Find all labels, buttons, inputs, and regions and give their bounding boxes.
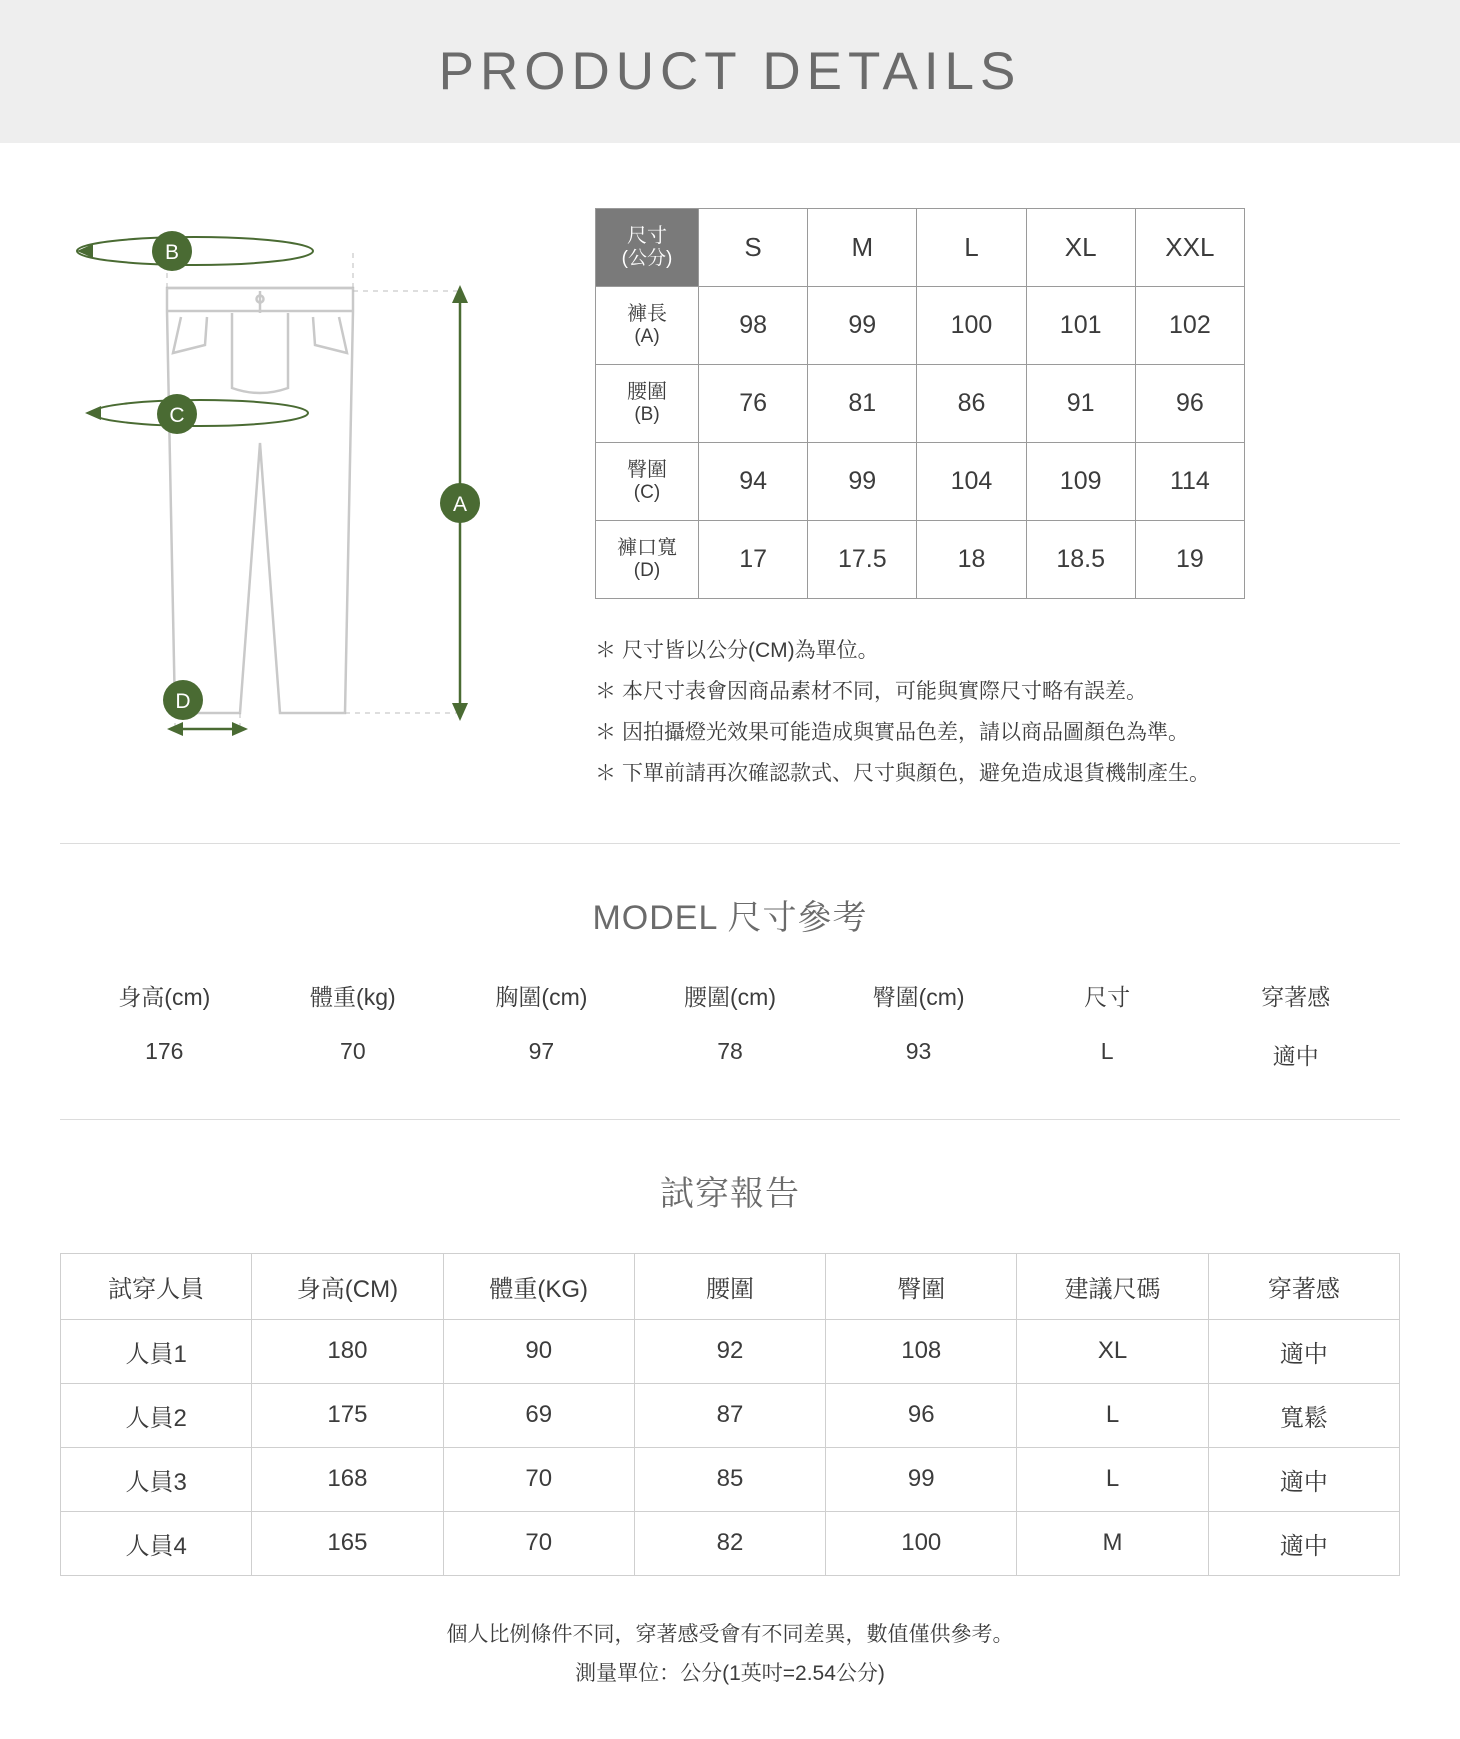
corner-label-unit-line2: (公分) xyxy=(621,248,673,270)
model-header: 胸圍(cm) xyxy=(495,983,588,1010)
trial-header: 體重(KG) xyxy=(443,1253,634,1319)
row-label: 臀圍 xyxy=(627,459,667,482)
model-value: 適中 xyxy=(1272,1042,1319,1069)
model-value: 70 xyxy=(340,1037,366,1064)
table-row xyxy=(61,1319,1400,1383)
table-row xyxy=(596,521,1245,599)
row-code: (D) xyxy=(633,560,661,582)
table-row xyxy=(61,1511,1400,1575)
cell: 94 xyxy=(699,443,808,521)
model-value: L xyxy=(1100,1037,1114,1064)
cell: 18.5 xyxy=(1026,521,1135,599)
cell: XL xyxy=(1017,1319,1208,1383)
row-code: (A) xyxy=(634,326,660,348)
row-code: (B) xyxy=(634,404,660,426)
asterisk-icon: ＊ xyxy=(595,679,616,703)
note-item: ＊ 本尺寸表會因商品素材不同，可能與實際尺寸略有誤差。 xyxy=(595,679,1147,703)
cell: 108 xyxy=(826,1319,1017,1383)
table-row xyxy=(61,1383,1400,1447)
size-col-xl: XL xyxy=(1026,209,1135,287)
cell: 人員4 xyxy=(61,1511,252,1575)
size-notes xyxy=(595,631,1405,795)
cell: 101 xyxy=(1026,287,1135,365)
size-row-header-c xyxy=(596,443,699,521)
model-header: 身高(cm) xyxy=(118,983,211,1010)
table-row xyxy=(596,287,1245,365)
cell: 適中 xyxy=(1208,1319,1399,1383)
trial-header: 臀圍 xyxy=(826,1253,1017,1319)
asterisk-icon: ＊ xyxy=(595,639,616,662)
trial-section-title: 試穿報告 xyxy=(660,1174,800,1213)
cell: 適中 xyxy=(1208,1511,1399,1575)
note-item: ＊ 下單前請再次確認款式、尺寸與顏色，避免造成退貨機制產生。 xyxy=(595,761,1210,785)
cell: 99 xyxy=(826,1447,1017,1511)
cell: 102 xyxy=(1135,287,1244,365)
asterisk-icon: ＊ xyxy=(595,720,616,744)
model-header: 體重(kg) xyxy=(310,983,396,1010)
row-label: 褲長 xyxy=(627,303,667,326)
trial-header: 腰圍 xyxy=(634,1253,825,1319)
model-section-title: MODEL 尺寸參考 xyxy=(592,898,868,937)
cell: 人員2 xyxy=(61,1383,252,1447)
cell: L xyxy=(1017,1383,1208,1447)
cell: 100 xyxy=(826,1511,1017,1575)
model-value: 78 xyxy=(717,1037,743,1064)
footnotes xyxy=(0,1616,1460,1694)
cell: 96 xyxy=(826,1383,1017,1447)
cell: 70 xyxy=(443,1447,634,1511)
size-chart-section xyxy=(0,143,1460,795)
size-row-header-a xyxy=(596,287,699,365)
size-col-m: M xyxy=(808,209,917,287)
cell: 92 xyxy=(634,1319,825,1383)
table-row xyxy=(61,1447,1400,1511)
size-table-wrap xyxy=(575,183,1405,795)
model-header: 臀圍(cm) xyxy=(872,983,965,1010)
model-reference-table xyxy=(70,979,1390,1071)
footnote-item: 個人比例條件不同，穿著感受會有不同差異，數值僅供參考。 xyxy=(446,1622,1014,1646)
cell: 17 xyxy=(699,521,808,599)
model-value: 93 xyxy=(905,1037,932,1064)
cell: 98 xyxy=(699,287,808,365)
divider xyxy=(60,1119,1400,1120)
cell: 100 xyxy=(917,287,1026,365)
trial-header-row xyxy=(61,1253,1400,1319)
size-col-xxl: XXL xyxy=(1135,209,1244,287)
cell: 適中 xyxy=(1208,1447,1399,1511)
trial-report-table xyxy=(60,1253,1400,1576)
cell: 91 xyxy=(1026,365,1135,443)
cell: 76 xyxy=(699,365,808,443)
model-value: 97 xyxy=(528,1037,555,1064)
size-table xyxy=(595,208,1245,599)
cell: 70 xyxy=(443,1511,634,1575)
row-code: (C) xyxy=(633,482,661,504)
size-table-header-row xyxy=(596,209,1245,287)
trial-header: 試穿人員 xyxy=(61,1253,252,1319)
size-col-s: S xyxy=(699,209,808,287)
cell: L xyxy=(1017,1447,1208,1511)
cell: 17.5 xyxy=(808,521,917,599)
corner-label-unit-line1: 尺寸 xyxy=(627,225,667,248)
cell: 175 xyxy=(252,1383,443,1447)
cell: 114 xyxy=(1135,443,1244,521)
cell: 109 xyxy=(1026,443,1135,521)
cell: 85 xyxy=(634,1447,825,1511)
size-col-l: L xyxy=(917,209,1026,287)
svg-text:C: C xyxy=(169,404,185,427)
size-row-header-b xyxy=(596,365,699,443)
cell: 87 xyxy=(634,1383,825,1447)
trial-header: 身高(CM) xyxy=(252,1253,443,1319)
cell: 81 xyxy=(808,365,917,443)
table-row xyxy=(596,365,1245,443)
model-header: 尺寸 xyxy=(1084,983,1131,1010)
cell: 82 xyxy=(634,1511,825,1575)
svg-text:A: A xyxy=(452,493,468,516)
page-title: PRODUCT DETAILS xyxy=(438,42,1022,101)
size-table-corner xyxy=(596,209,699,287)
footnote-item: 測量單位：公分(1英吋=2.54公分) xyxy=(575,1661,885,1685)
cell: M xyxy=(1017,1511,1208,1575)
row-label: 腰圍 xyxy=(627,381,667,404)
note-item: ＊ 尺寸皆以公分(CM)為單位。 xyxy=(595,639,879,662)
note-item: ＊ 因拍攝燈光效果可能造成與實品色差，請以商品圖顏色為準。 xyxy=(595,720,1189,744)
cell: 69 xyxy=(443,1383,634,1447)
cell: 165 xyxy=(252,1511,443,1575)
asterisk-icon: ＊ xyxy=(595,761,616,785)
cell: 99 xyxy=(808,287,917,365)
cell: 18 xyxy=(917,521,1026,599)
cell: 99 xyxy=(808,443,917,521)
model-header: 穿著感 xyxy=(1261,983,1331,1010)
page-header xyxy=(0,0,1460,143)
svg-text:D: D xyxy=(175,690,191,713)
svg-text:B: B xyxy=(164,241,180,264)
trial-header: 建議尺碼 xyxy=(1017,1253,1208,1319)
pants-diagram-svg xyxy=(55,213,515,743)
cell: 180 xyxy=(252,1319,443,1383)
cell: 104 xyxy=(917,443,1026,521)
cell: 168 xyxy=(252,1447,443,1511)
table-row xyxy=(596,443,1245,521)
cell: 90 xyxy=(443,1319,634,1383)
model-value: 176 xyxy=(145,1037,184,1064)
cell: 86 xyxy=(917,365,1026,443)
cell: 寬鬆 xyxy=(1208,1383,1399,1447)
pants-measurement-diagram xyxy=(55,183,575,748)
cell: 人員3 xyxy=(61,1447,252,1511)
cell: 19 xyxy=(1135,521,1244,599)
model-header: 腰圍(cm) xyxy=(684,983,776,1010)
cell: 96 xyxy=(1135,365,1244,443)
size-row-header-d xyxy=(596,521,699,599)
cell: 人員1 xyxy=(61,1319,252,1383)
divider xyxy=(60,843,1400,844)
row-label: 褲口寬 xyxy=(617,537,677,560)
trial-header: 穿著感 xyxy=(1208,1253,1399,1319)
